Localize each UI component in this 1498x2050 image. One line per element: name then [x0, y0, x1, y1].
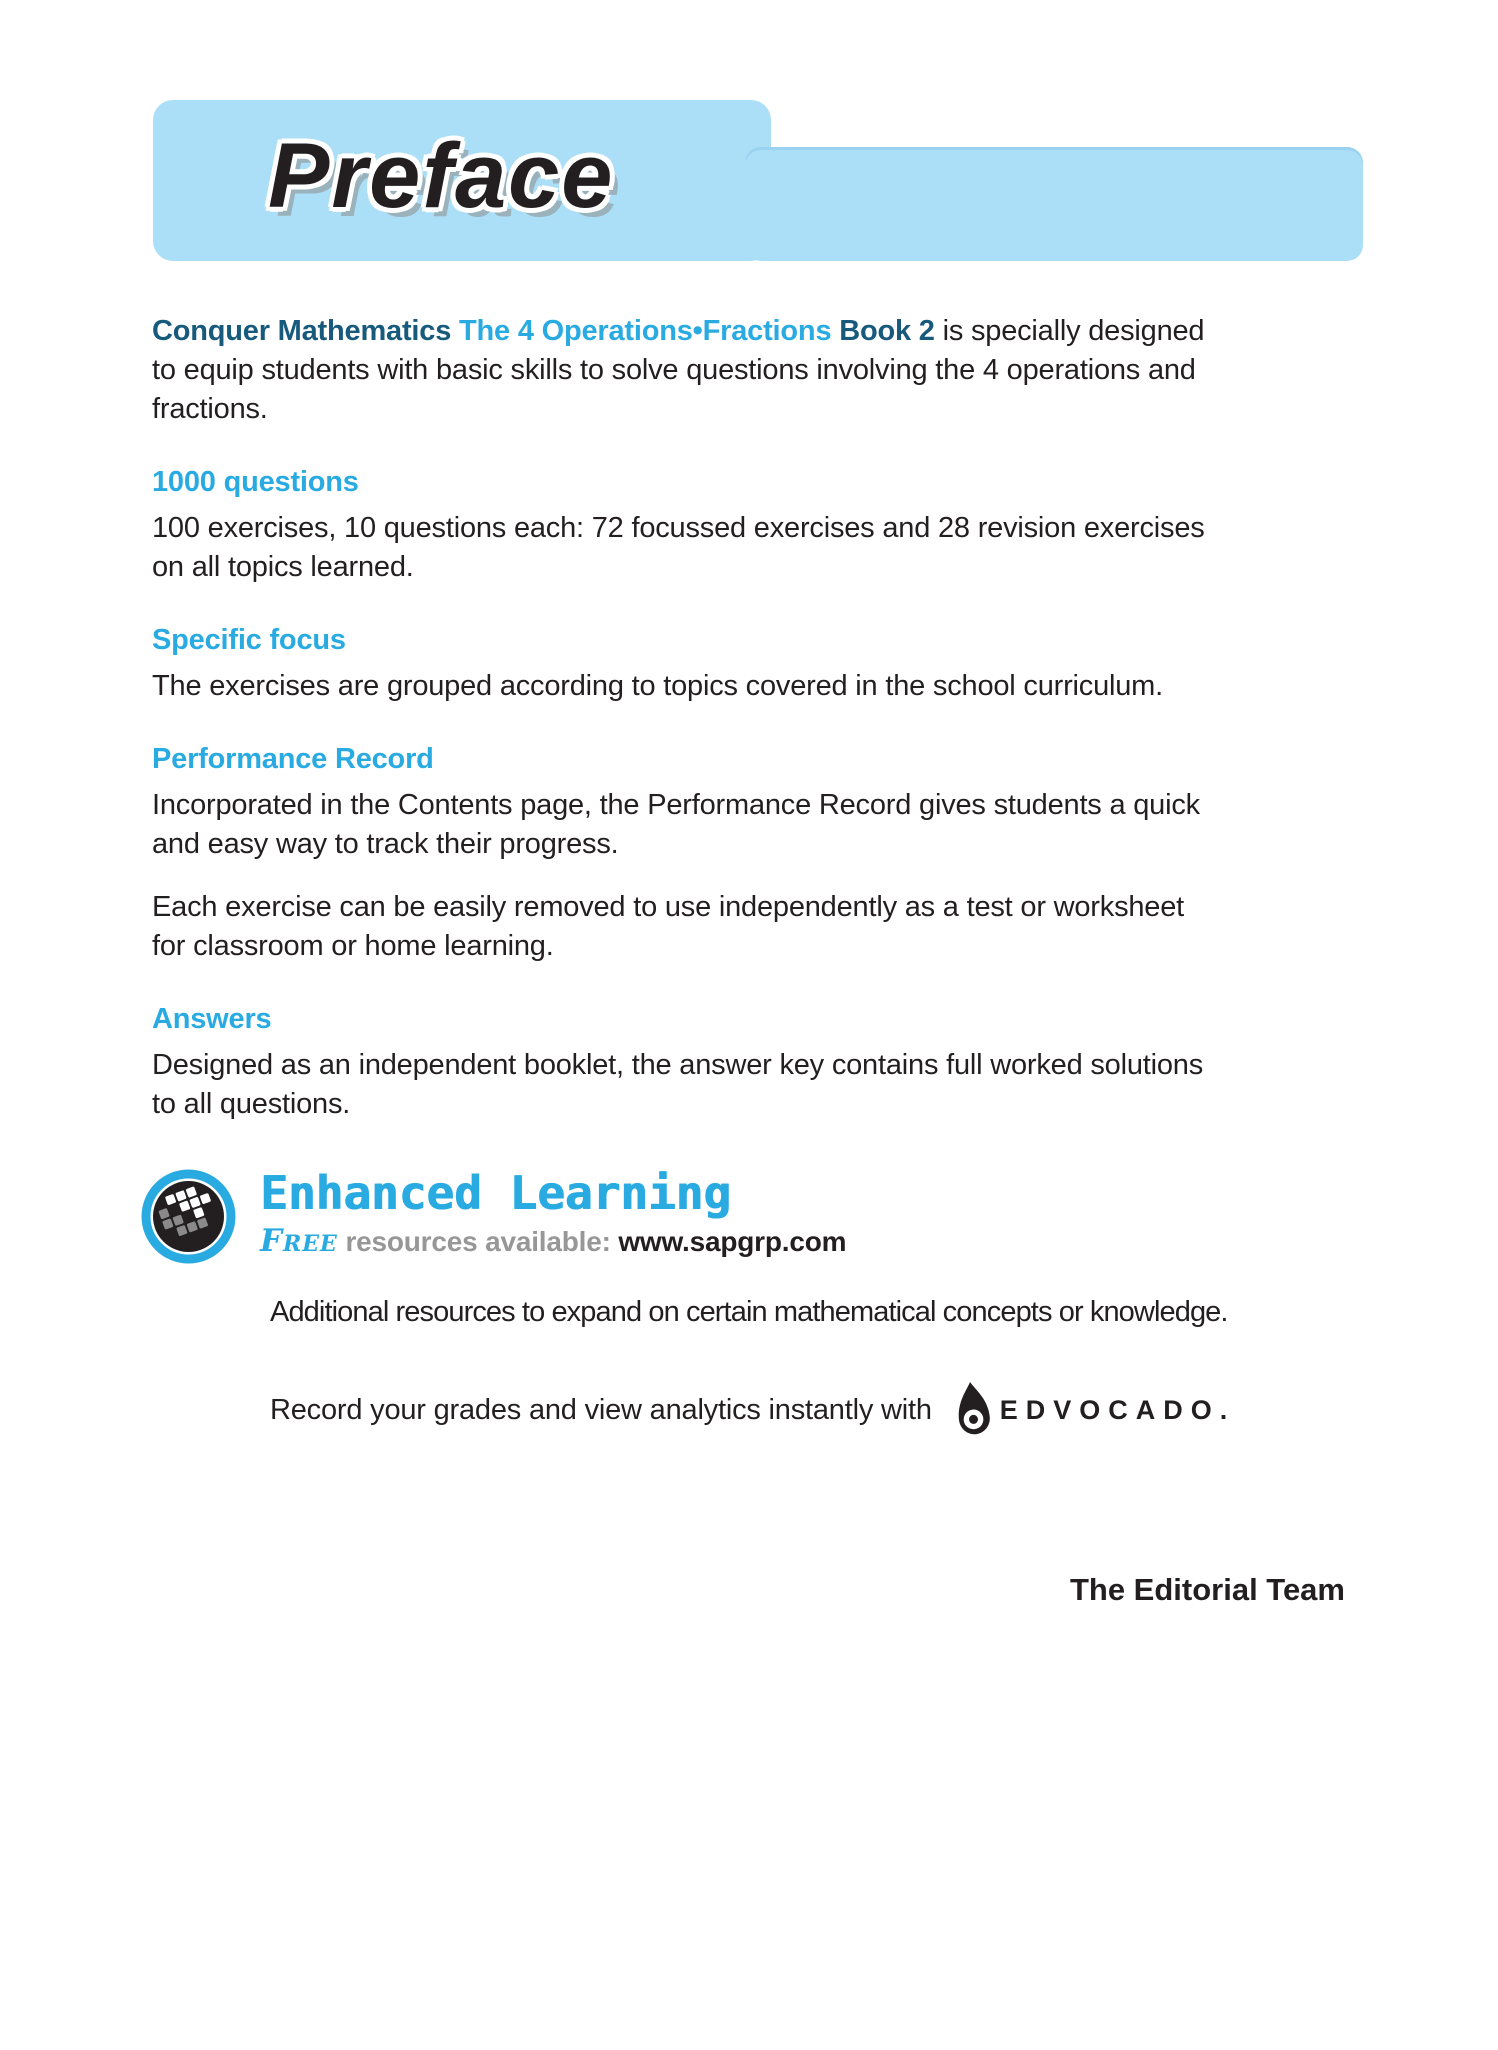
section-heading: Answers [152, 1003, 272, 1035]
section-heading: Specific focus [152, 624, 346, 656]
intro-line-1 [152, 312, 1385, 351]
section-heading: 1000 questions [152, 466, 359, 498]
editorial-team-signature: The Editorial Team [1069, 1572, 1345, 1607]
enhanced-description: Additional resources to expand on certain mathematical concepts or knowledge. [270, 1296, 1228, 1328]
free-label: Free [260, 1223, 338, 1259]
enhanced-learning-block [140, 1168, 1385, 1265]
resources-available-label: resources available: [345, 1226, 611, 1257]
enhanced-learning-title: Enhanced Learning [260, 1166, 731, 1220]
enhanced-learning-text [260, 1168, 846, 1259]
intro-line-1-rest: is specially designed [942, 315, 1205, 347]
avocado-icon edvocado-logo [954, 1380, 992, 1440]
section-paragraph [152, 786, 1385, 864]
section-specific-focus [152, 621, 1385, 706]
edvocado-wordmark: EDVOCADO. [999, 1394, 1236, 1425]
paragraph-line: 100 exercises, 10 questions each: 72 focussed exercises and 28 revision exercises [152, 512, 1205, 544]
section-heading: Performance Record [152, 743, 434, 775]
intro-line-3: fractions. [152, 393, 268, 425]
series-name: Conquer Mathematics [152, 315, 459, 347]
paragraph-line: Incorporated in the Contents page, the Performance Record gives students a quick [152, 789, 1200, 821]
book-subtitle: The 4 Operations•Fractions [459, 315, 840, 347]
intro-line-2: to equip students with basic skills to solve questions involving the 4 operations and [152, 354, 1196, 386]
paragraph-line: Each exercise can be easily removed to use independently as a test or worksheet [152, 891, 1185, 923]
paragraph-line: for classroom or home learning. [152, 930, 554, 962]
paragraph-line: and easy way to track their progress. [152, 828, 619, 860]
paragraph-line: Designed as an independent booklet, the answer key contains full worked solutions [152, 1049, 1204, 1081]
page-title: Preface [268, 125, 615, 227]
enhanced-learning-subline [260, 1224, 846, 1259]
enhanced-learning-logo pixel-grid-icon [140, 1168, 237, 1265]
section-answers [152, 1000, 1385, 1124]
section-paragraph [152, 888, 1385, 966]
sapgrp-url: www.sapgrp.com [618, 1226, 847, 1257]
section-performance-record [152, 740, 1385, 966]
section-paragraph [152, 1046, 1385, 1124]
paragraph-line: on all topics learned. [152, 551, 414, 583]
section-paragraph [152, 509, 1385, 587]
intro-paragraph [152, 312, 1385, 429]
section-paragraph [152, 667, 1385, 706]
grades-text: Record your grades and view analytics instantly with [270, 1393, 932, 1426]
paragraph-line: to all questions. [152, 1088, 351, 1120]
grades-analytics-line [270, 1380, 1385, 1440]
section-1000-questions [152, 463, 1385, 587]
paragraph-line: The exercises are grouped according to topics covered in the school curriculum. [152, 670, 1163, 702]
book-number: Book 2 [839, 315, 943, 347]
